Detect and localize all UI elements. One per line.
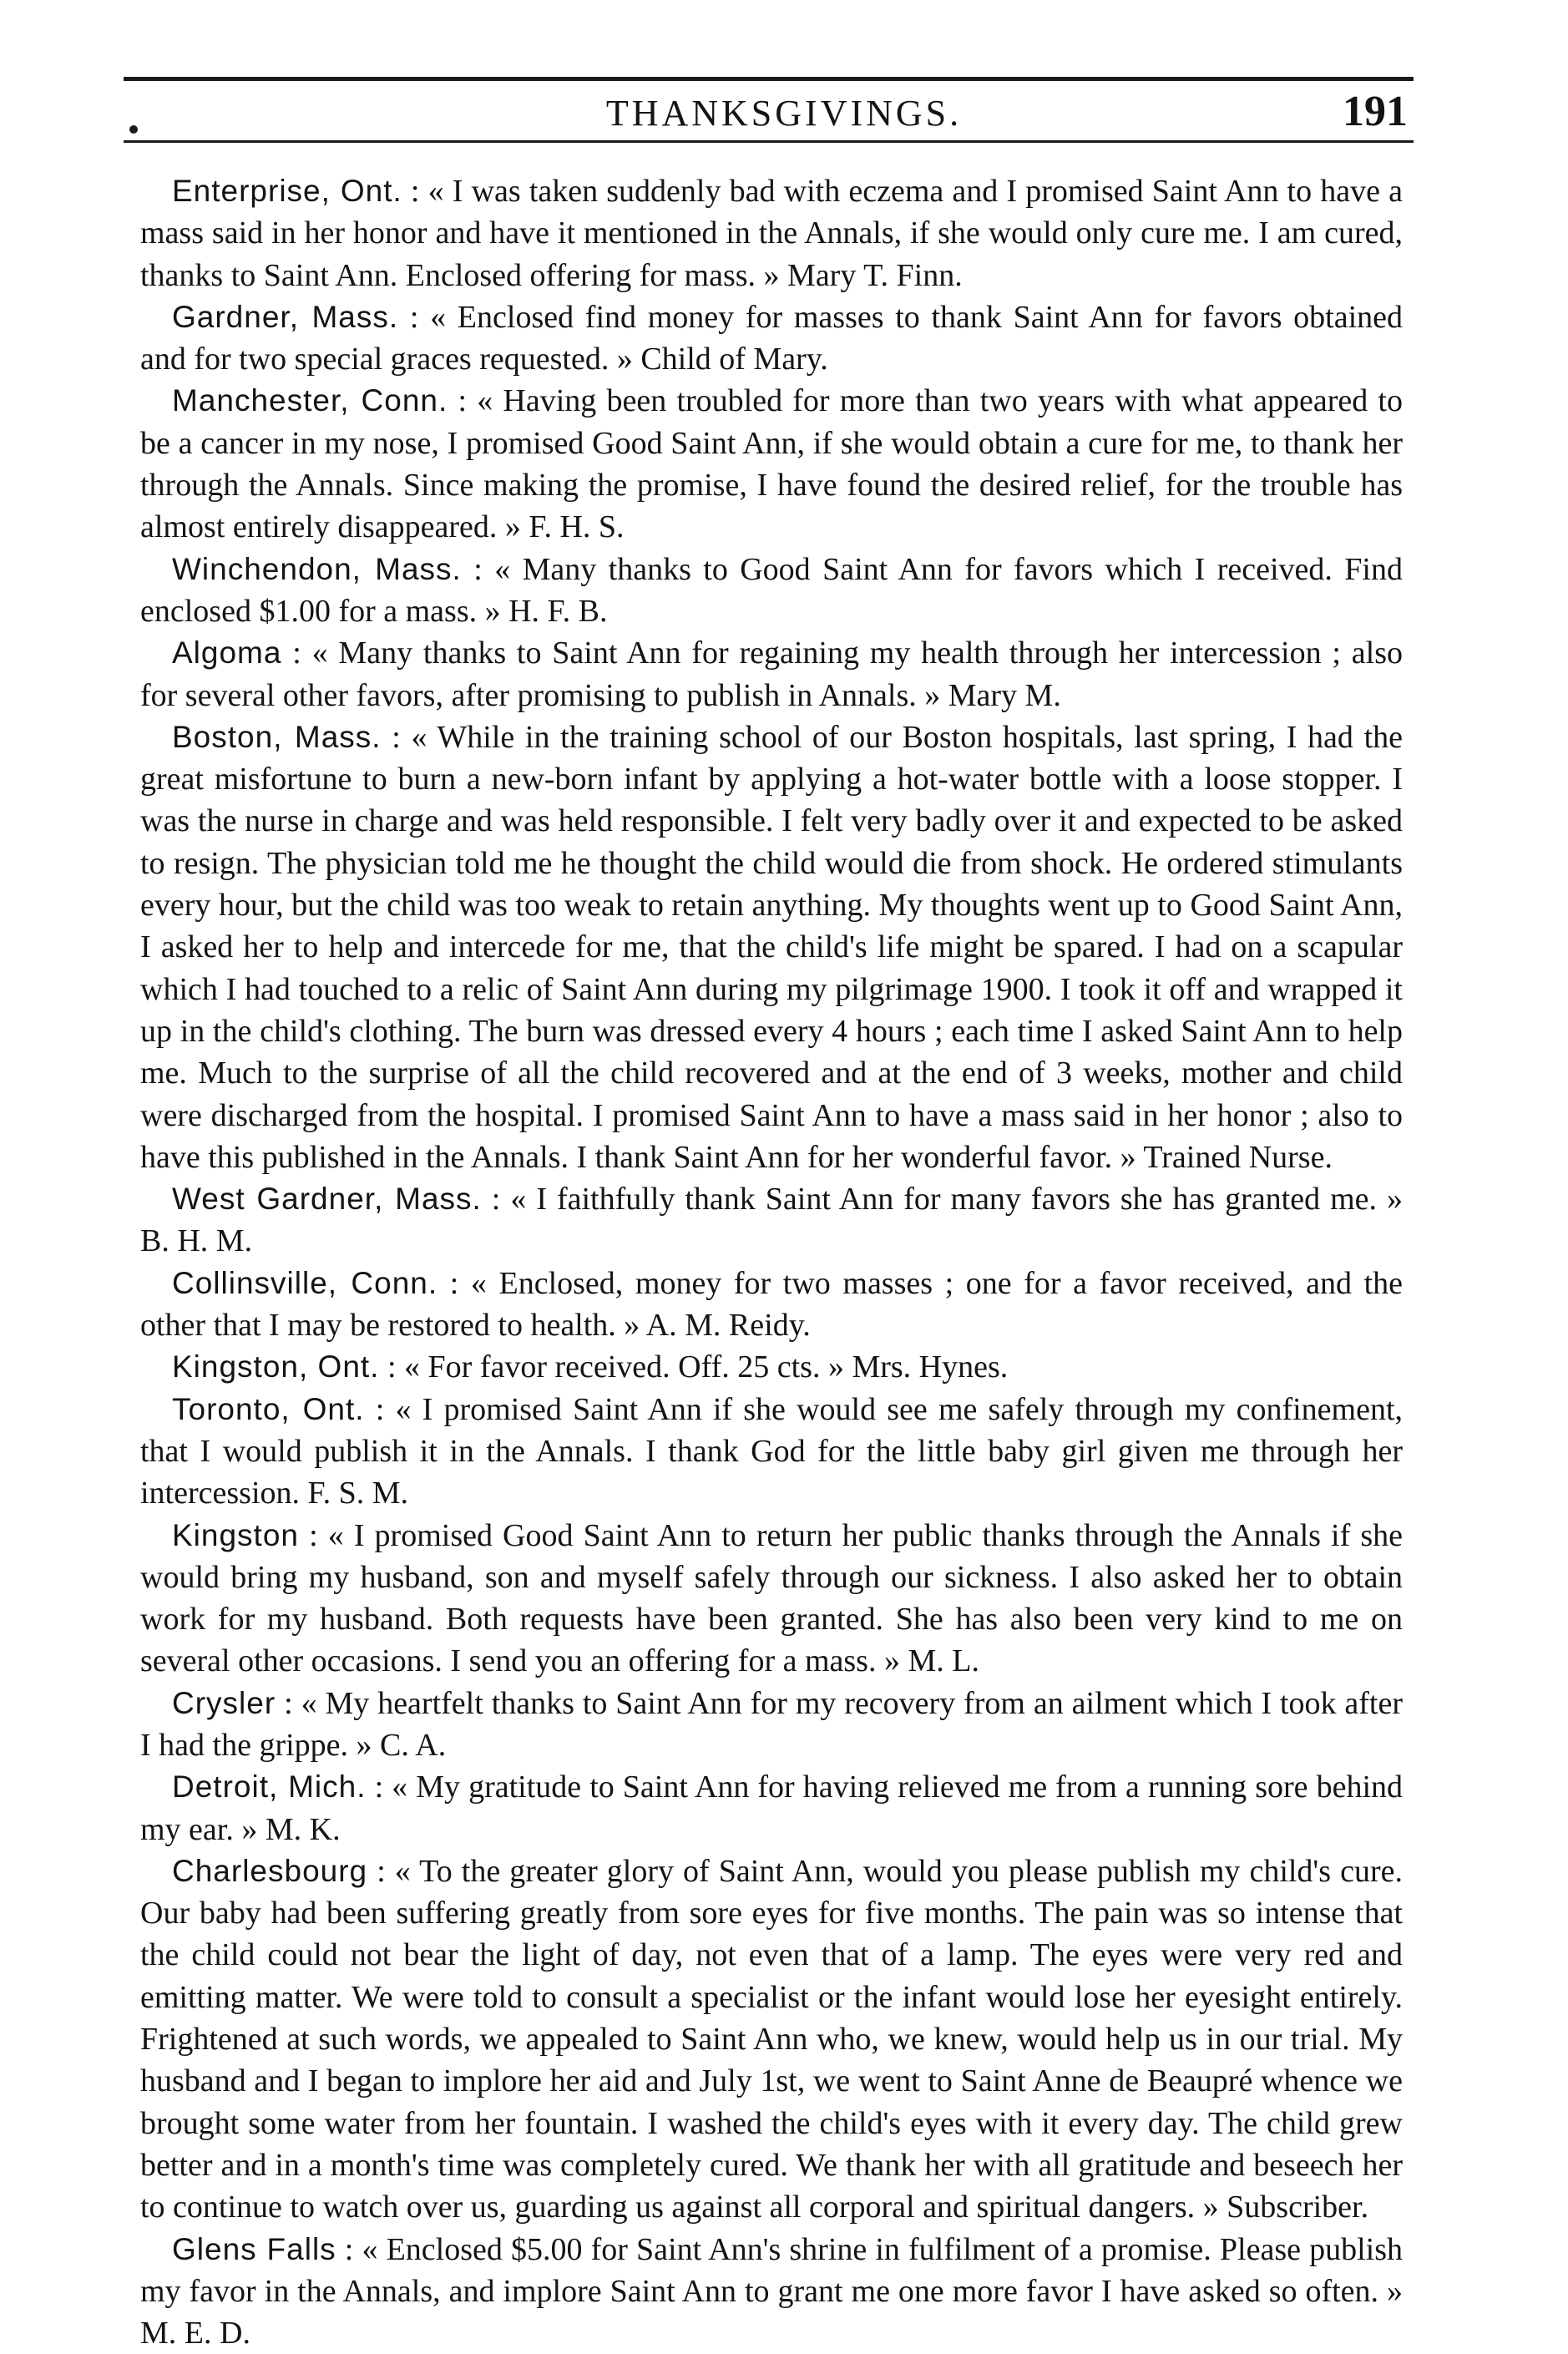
entry-text: : « My gratitude to Saint Ann for having relieved me from a running sore behind my ear. » M. K. — [140, 1769, 1404, 1847]
entry-text: : « I promised Saint Ann if she would see me safely through my confinement, that I would publish it in the Annals. I thank God for the little baby girl given me through her intercession. F. S. M. — [140, 1391, 1404, 1511]
entry-text: : « My heartfelt thanks to Saint Ann for my recovery from an ailment which I took after I had the grippe. » C. A. — [140, 1685, 1403, 1763]
header-rule-bottom — [124, 140, 1414, 143]
entry-text: : « I faithfully thank Saint Ann for many favors she has granted me. » B. H. M. — [140, 1182, 1404, 1259]
entry-text: : « Many thanks to Saint Ann for regaining my health through her intercession ; also for several other favors, after promising to publish in Annals. » Mary M. — [140, 635, 1403, 713]
entry-place: Kingston, Ont. — [172, 1349, 380, 1385]
entry-detroit — [140, 1766, 1403, 1850]
entry-text: : « I promised Good Saint Ann to return her public thanks through the Annals if she would bring my husband, son and myself safely through our sickness. I also asked her to obtain work for my husband. Both requests have been granted. She has also been very kind to me on several other occasions. I send you an offering for a mass. » M. L. — [140, 1517, 1404, 1679]
entry-place: Detroit, Mich. — [172, 1769, 367, 1805]
entry-winchendon — [140, 549, 1403, 633]
entry-place: Crysler — [172, 1685, 276, 1720]
entry-place: Boston, Mass. — [172, 719, 382, 754]
entry-west-gardner — [140, 1178, 1403, 1263]
entry-place: Enterprise, Ont. — [172, 174, 402, 208]
entry-place: Collinsville, Conn. — [172, 1265, 438, 1300]
entry-charlesbourg — [140, 1850, 1403, 2229]
entry-kingston-ont — [140, 1346, 1403, 1388]
entry-place: Glens Falls — [172, 2231, 336, 2266]
entry-place: Winchendon, Mass. — [172, 551, 462, 586]
entry-text: : « I was taken suddenly bad with eczema and I promised Saint Ann to have a mass said in her honor and have it mentioned in the Annals, if she would only cure me. I am cured, thanks to Saint Ann. Enclosed offering for mass. » Mary T. Finn. — [140, 174, 1404, 293]
entry-text: : « Many thanks to Good Saint Ann for favors which I received. Find enclosed $1.00 for a mass. » H. F. B. — [140, 551, 1403, 629]
entry-place: West Gardner, Mass. — [172, 1182, 482, 1217]
entry-place: Gardner, Mass. — [172, 299, 399, 334]
header-rule-top — [124, 77, 1414, 81]
thanksgivings-list — [140, 170, 1403, 2354]
entry-place: Manchester, Conn. — [172, 383, 448, 418]
running-title: THANKSGIVINGS. — [605, 93, 963, 134]
entry-glens-falls — [140, 2229, 1403, 2354]
entry-text: : « Enclosed find money for masses to thank Saint Ann for favors obtained and for two special graces requested. » Child of Mary. — [140, 299, 1403, 377]
entry-manchester — [140, 380, 1403, 548]
page-number: 191 — [1343, 88, 1408, 135]
entry-place: Kingston — [172, 1517, 299, 1552]
entry-text: : « While in the training school of our Boston hospitals, last spring, I had the great misfortune to burn a new-born infant by applying a hot-water bottle with a loose stopper. I was the nurse in charge and was held responsible. I felt very badly over it and expected to be asked to resign. The physician told me he thought the child would die from shock. He ordered stimulants every hour, but the child was too weak to retain anything. My thoughts went up to Good Saint Ann, I asked her to help and intercede for me, that the child's life might be spared. I had on a scapular which I had touched to a relic of Saint Ann during my pilgrimage 1900. I took it off and wrapped it up in the child's clothing. The burn was dressed every 4 hours ; each time I asked Saint Ann to help me. Much to the surprise of all the child recovered and at the end of 3 weeks, mother and child were discharged from the hospital. I promised Saint Ann to have a mass said in her honor ; also to have this published in the Annals. I thank Saint Ann for her wonderful favor. » Trained Nurse. — [140, 719, 1404, 1175]
entry-gardner — [140, 296, 1403, 381]
entry-text: : « Enclosed $5.00 for Saint Ann's shrine in fulfilment of a promise. Please publish my favor in the Annals, and implore Saint Ann to grant me one more favor I have asked so often. » M. E. D. — [140, 2231, 1403, 2351]
entry-place: Algoma — [172, 635, 282, 671]
entry-text: : « For favor received. Off. 25 cts. » Mrs. Hynes. — [387, 1349, 1009, 1385]
entry-crysler — [140, 1683, 1403, 1767]
entry-text: : « To the greater glory of Saint Ann, would you please publish my child's cure. Our baby had been suffering greatly from sore eyes for five months. The pain was so intense that the child could not bear the light of day, not even that of a lamp. The eyes were very red and emitting matter. We were told to consult a specialist or the infant would lose her eyesight entirely. Frightened at such words, we appealed to Saint Ann who, we knew, would help us in our trial. My husband and I began to implore her aid and July 1st, we went to Saint Anne de Beaupré whence we brought some water from her fountain. I washed the child's eyes with it every day. The child grew better and in a month's time was completely cured. We thank her with all gratitude and beseech her to continue to watch over us, guarding us against all corporal and spiritual dangers. » Subscriber. — [140, 1853, 1404, 2225]
entry-collinsville — [140, 1263, 1403, 1347]
entry-place: Charlesbourg — [172, 1853, 368, 1888]
entry-boston — [140, 716, 1403, 1178]
entry-place: Toronto, Ont. — [172, 1391, 365, 1426]
entry-algoma — [140, 632, 1403, 716]
entry-text: : « Enclosed, money for two masses ; one for a favor received, and the other that I may be restored to health. » A. M. Reidy. — [140, 1265, 1403, 1344]
entry-toronto — [140, 1389, 1403, 1515]
entry-enterprise — [140, 170, 1403, 296]
entry-text: : « Having been troubled for more than two years with what appeared to be a cancer in my nose, I promised Good Saint Ann, if she would obtain a cure for me, to thank her through the Annals. Since making the promise, I have found the desired relief, for the trouble has almost entirely disappeared. » F. H. S. — [140, 383, 1403, 545]
entry-kingston — [140, 1515, 1403, 1683]
